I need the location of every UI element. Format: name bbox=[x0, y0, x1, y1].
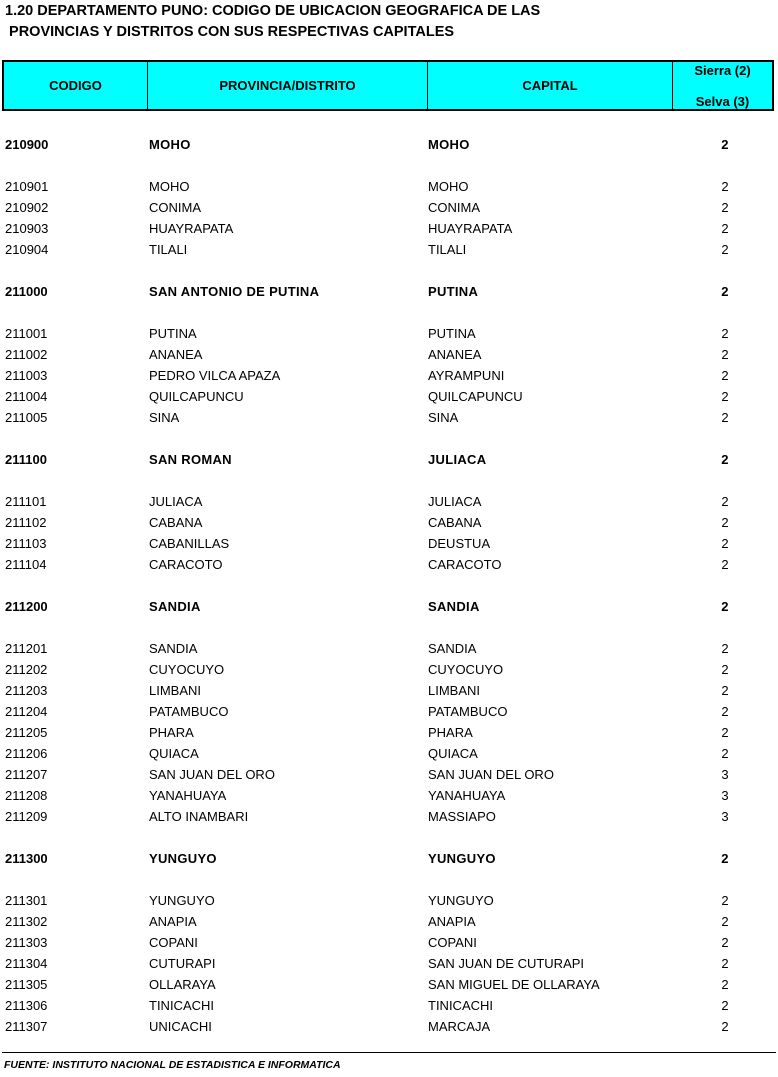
region-cell: 2 bbox=[721, 200, 729, 215]
district-row bbox=[0, 744, 778, 764]
code-cell: 211000 bbox=[5, 284, 48, 299]
name-cell: YUNGUYO bbox=[149, 851, 217, 866]
district-row bbox=[0, 492, 778, 512]
code-cell: 210902 bbox=[5, 200, 49, 215]
code-cell: 211301 bbox=[5, 893, 48, 908]
capital-cell: ANAPIA bbox=[428, 914, 476, 929]
district-row bbox=[0, 387, 778, 407]
name-cell: LIMBANI bbox=[149, 683, 202, 698]
region-cell: 2 bbox=[721, 410, 729, 425]
province-row bbox=[0, 597, 778, 617]
province-row bbox=[0, 849, 778, 869]
code-cell: 211004 bbox=[5, 389, 48, 404]
district-row bbox=[0, 240, 778, 260]
code-cell: 210904 bbox=[5, 242, 49, 257]
district-row bbox=[0, 555, 778, 575]
district-row bbox=[0, 681, 778, 701]
code-cell: 211306 bbox=[5, 998, 48, 1013]
name-cell: TINICACHI bbox=[149, 998, 214, 1013]
code-cell: 211102 bbox=[5, 515, 47, 530]
region-cell: 2 bbox=[721, 137, 729, 152]
province-row bbox=[0, 450, 778, 470]
header-codigo: CODIGO bbox=[4, 62, 148, 109]
code-cell: 210903 bbox=[5, 221, 49, 236]
region-cell: 2 bbox=[721, 179, 729, 194]
region-cell: 2 bbox=[721, 935, 729, 950]
capital-cell: PUTINA bbox=[428, 284, 479, 299]
name-cell: HUAYRAPATA bbox=[149, 221, 234, 236]
region-cell: 2 bbox=[721, 641, 729, 656]
region-cell: 2 bbox=[721, 326, 729, 341]
name-cell: SAN ANTONIO DE PUTINA bbox=[149, 284, 320, 299]
code-cell: 211100 bbox=[5, 452, 47, 467]
region-cell: 2 bbox=[721, 998, 729, 1013]
district-row bbox=[0, 954, 778, 974]
name-cell: CABANA bbox=[149, 515, 203, 530]
capital-cell: MARCAJA bbox=[428, 1019, 491, 1034]
region-cell: 2 bbox=[721, 851, 729, 866]
capital-cell: PHARA bbox=[428, 725, 473, 740]
name-cell: COPANI bbox=[149, 935, 198, 950]
region-cell: 2 bbox=[721, 221, 729, 236]
code-cell: 211103 bbox=[5, 536, 47, 551]
name-cell: ANAPIA bbox=[149, 914, 197, 929]
district-row bbox=[0, 639, 778, 659]
region-cell: 2 bbox=[721, 557, 729, 572]
capital-cell: YUNGUYO bbox=[428, 851, 496, 866]
region-cell: 2 bbox=[721, 284, 729, 299]
region-cell: 2 bbox=[721, 704, 729, 719]
region-cell: 2 bbox=[721, 452, 729, 467]
capital-cell: SAN JUAN DE CUTURAPI bbox=[428, 956, 585, 971]
capital-cell: AYRAMPUNI bbox=[428, 368, 505, 383]
code-cell: 211205 bbox=[5, 725, 48, 740]
name-cell: QUIACA bbox=[149, 746, 199, 761]
region-cell: 2 bbox=[721, 242, 729, 257]
district-row bbox=[0, 765, 778, 785]
header-capital: CAPITAL bbox=[428, 62, 673, 109]
name-cell: CUYOCUYO bbox=[149, 662, 225, 677]
district-row bbox=[0, 660, 778, 680]
name-cell: ANANEA bbox=[149, 347, 203, 362]
region-cell: 2 bbox=[721, 746, 729, 761]
capital-cell: ANANEA bbox=[428, 347, 482, 362]
capital-cell: LIMBANI bbox=[428, 683, 481, 698]
code-cell: 211201 bbox=[5, 641, 48, 656]
name-cell: ALTO INAMBARI bbox=[149, 809, 249, 824]
region-cell: 3 bbox=[721, 809, 729, 824]
header-provincia-distrito: PROVINCIA/DISTRITO bbox=[148, 62, 428, 109]
name-cell: SINA bbox=[149, 410, 180, 425]
code-cell: 210901 bbox=[5, 179, 49, 194]
name-cell: OLLARAYA bbox=[149, 977, 216, 992]
code-cell: 211307 bbox=[5, 1019, 48, 1034]
capital-cell: JULIACA bbox=[428, 452, 487, 467]
capital-cell: HUAYRAPATA bbox=[428, 221, 513, 236]
district-row bbox=[0, 723, 778, 743]
district-row bbox=[0, 996, 778, 1016]
name-cell: YANAHUAYA bbox=[149, 788, 227, 803]
capital-cell: YUNGUYO bbox=[428, 893, 494, 908]
name-cell: TILALI bbox=[149, 242, 188, 257]
code-cell: 211200 bbox=[5, 599, 48, 614]
code-cell: 211208 bbox=[5, 788, 48, 803]
name-cell: SANDIA bbox=[149, 641, 198, 656]
code-cell: 211305 bbox=[5, 977, 48, 992]
district-row bbox=[0, 324, 778, 344]
district-row bbox=[0, 975, 778, 995]
capital-cell: PUTINA bbox=[428, 326, 476, 341]
name-cell: MOHO bbox=[149, 137, 191, 152]
district-row bbox=[0, 912, 778, 932]
region-cell: 2 bbox=[721, 683, 729, 698]
capital-cell: JULIACA bbox=[428, 494, 482, 509]
capital-cell: SAN MIGUEL DE OLLARAYA bbox=[428, 977, 600, 992]
capital-cell: SINA bbox=[428, 410, 459, 425]
district-row bbox=[0, 513, 778, 533]
region-cell: 2 bbox=[721, 368, 729, 383]
capital-cell: MOHO bbox=[428, 137, 470, 152]
code-cell: 210900 bbox=[5, 137, 49, 152]
code-cell: 211003 bbox=[5, 368, 48, 383]
code-cell: 211209 bbox=[5, 809, 48, 824]
name-cell: YUNGUYO bbox=[149, 893, 215, 908]
code-cell: 211001 bbox=[5, 326, 48, 341]
district-row bbox=[0, 198, 778, 218]
header-region-sierra: Sierra (2) bbox=[694, 63, 751, 78]
district-row bbox=[0, 702, 778, 722]
district-row bbox=[0, 408, 778, 428]
name-cell: CONIMA bbox=[149, 200, 201, 215]
district-row bbox=[0, 534, 778, 554]
capital-cell: SAN JUAN DEL ORO bbox=[428, 767, 554, 782]
region-cell: 2 bbox=[721, 977, 729, 992]
code-cell: 211005 bbox=[5, 410, 48, 425]
code-cell: 211202 bbox=[5, 662, 48, 677]
name-cell: JULIACA bbox=[149, 494, 203, 509]
province-row bbox=[0, 135, 778, 155]
code-cell: 211207 bbox=[5, 767, 48, 782]
region-cell: 2 bbox=[721, 347, 729, 362]
name-cell: QUILCAPUNCU bbox=[149, 389, 244, 404]
region-cell: 2 bbox=[721, 914, 729, 929]
district-row bbox=[0, 366, 778, 386]
name-cell: PEDRO VILCA APAZA bbox=[149, 368, 281, 383]
region-cell: 2 bbox=[721, 1019, 729, 1034]
name-cell: CABANILLAS bbox=[149, 536, 230, 551]
region-cell: 2 bbox=[721, 662, 729, 677]
title-line-2: PROVINCIAS Y DISTRITOS CON SUS RESPECTIVAS CAPITALES bbox=[5, 24, 455, 40]
capital-cell: TILALI bbox=[428, 242, 467, 257]
region-cell: 2 bbox=[721, 389, 729, 404]
title-line-1: 1.20 DEPARTAMENTO PUNO: CODIGO DE UBICACION GEOGRAFICA DE LAS bbox=[5, 3, 541, 19]
district-row bbox=[0, 219, 778, 239]
capital-cell: DEUSTUA bbox=[428, 536, 491, 551]
district-row bbox=[0, 786, 778, 806]
capital-cell: MASSIAPO bbox=[428, 809, 496, 824]
region-cell: 2 bbox=[721, 494, 729, 509]
capital-cell: COPANI bbox=[428, 935, 477, 950]
code-cell: 211302 bbox=[5, 914, 48, 929]
province-row bbox=[0, 282, 778, 302]
code-cell: 211206 bbox=[5, 746, 48, 761]
name-cell: CUTURAPI bbox=[149, 956, 216, 971]
name-cell: CARACOTO bbox=[149, 557, 223, 572]
district-row bbox=[0, 345, 778, 365]
region-cell: 2 bbox=[721, 956, 729, 971]
capital-cell: CARACOTO bbox=[428, 557, 502, 572]
name-cell: SAN JUAN DEL ORO bbox=[149, 767, 275, 782]
name-cell: PUTINA bbox=[149, 326, 197, 341]
region-cell: 2 bbox=[721, 725, 729, 740]
header-region-selva: Selva (3) bbox=[695, 94, 750, 109]
district-row bbox=[0, 807, 778, 827]
code-cell: 211002 bbox=[5, 347, 48, 362]
capital-cell: CUYOCUYO bbox=[428, 662, 504, 677]
capital-cell: CONIMA bbox=[428, 200, 480, 215]
code-cell: 211203 bbox=[5, 683, 48, 698]
region-cell: 2 bbox=[721, 536, 729, 551]
name-cell: PHARA bbox=[149, 725, 194, 740]
name-cell: PATAMBUCO bbox=[149, 704, 229, 719]
capital-cell: QUIACA bbox=[428, 746, 478, 761]
district-row bbox=[0, 1017, 778, 1037]
region-cell: 2 bbox=[721, 893, 729, 908]
capital-cell: TINICACHI bbox=[428, 998, 493, 1013]
district-row bbox=[0, 933, 778, 953]
code-cell: 211300 bbox=[5, 851, 48, 866]
code-cell: 211104 bbox=[5, 557, 47, 572]
capital-cell: CABANA bbox=[428, 515, 482, 530]
capital-cell: MOHO bbox=[428, 179, 469, 194]
capital-cell: SANDIA bbox=[428, 599, 480, 614]
capital-cell: YANAHUAYA bbox=[428, 788, 506, 803]
region-cell: 2 bbox=[721, 599, 729, 614]
name-cell: UNICACHI bbox=[149, 1019, 212, 1034]
code-cell: 211204 bbox=[5, 704, 48, 719]
name-cell: SANDIA bbox=[149, 599, 201, 614]
footer-divider bbox=[2, 1052, 776, 1053]
name-cell: SAN ROMAN bbox=[149, 452, 232, 467]
code-cell: 211303 bbox=[5, 935, 48, 950]
code-cell: 211101 bbox=[5, 494, 47, 509]
capital-cell: PATAMBUCO bbox=[428, 704, 508, 719]
region-cell: 3 bbox=[721, 788, 729, 803]
name-cell: MOHO bbox=[149, 179, 190, 194]
source-footer: FUENTE: INSTITUTO NACIONAL DE ESTADISTICA E INFORMATICA bbox=[4, 1059, 341, 1071]
code-cell: 211304 bbox=[5, 956, 48, 971]
capital-cell: QUILCAPUNCU bbox=[428, 389, 523, 404]
district-row bbox=[0, 177, 778, 197]
region-cell: 2 bbox=[721, 515, 729, 530]
district-row bbox=[0, 891, 778, 911]
region-cell: 3 bbox=[721, 767, 729, 782]
capital-cell: SANDIA bbox=[428, 641, 477, 656]
